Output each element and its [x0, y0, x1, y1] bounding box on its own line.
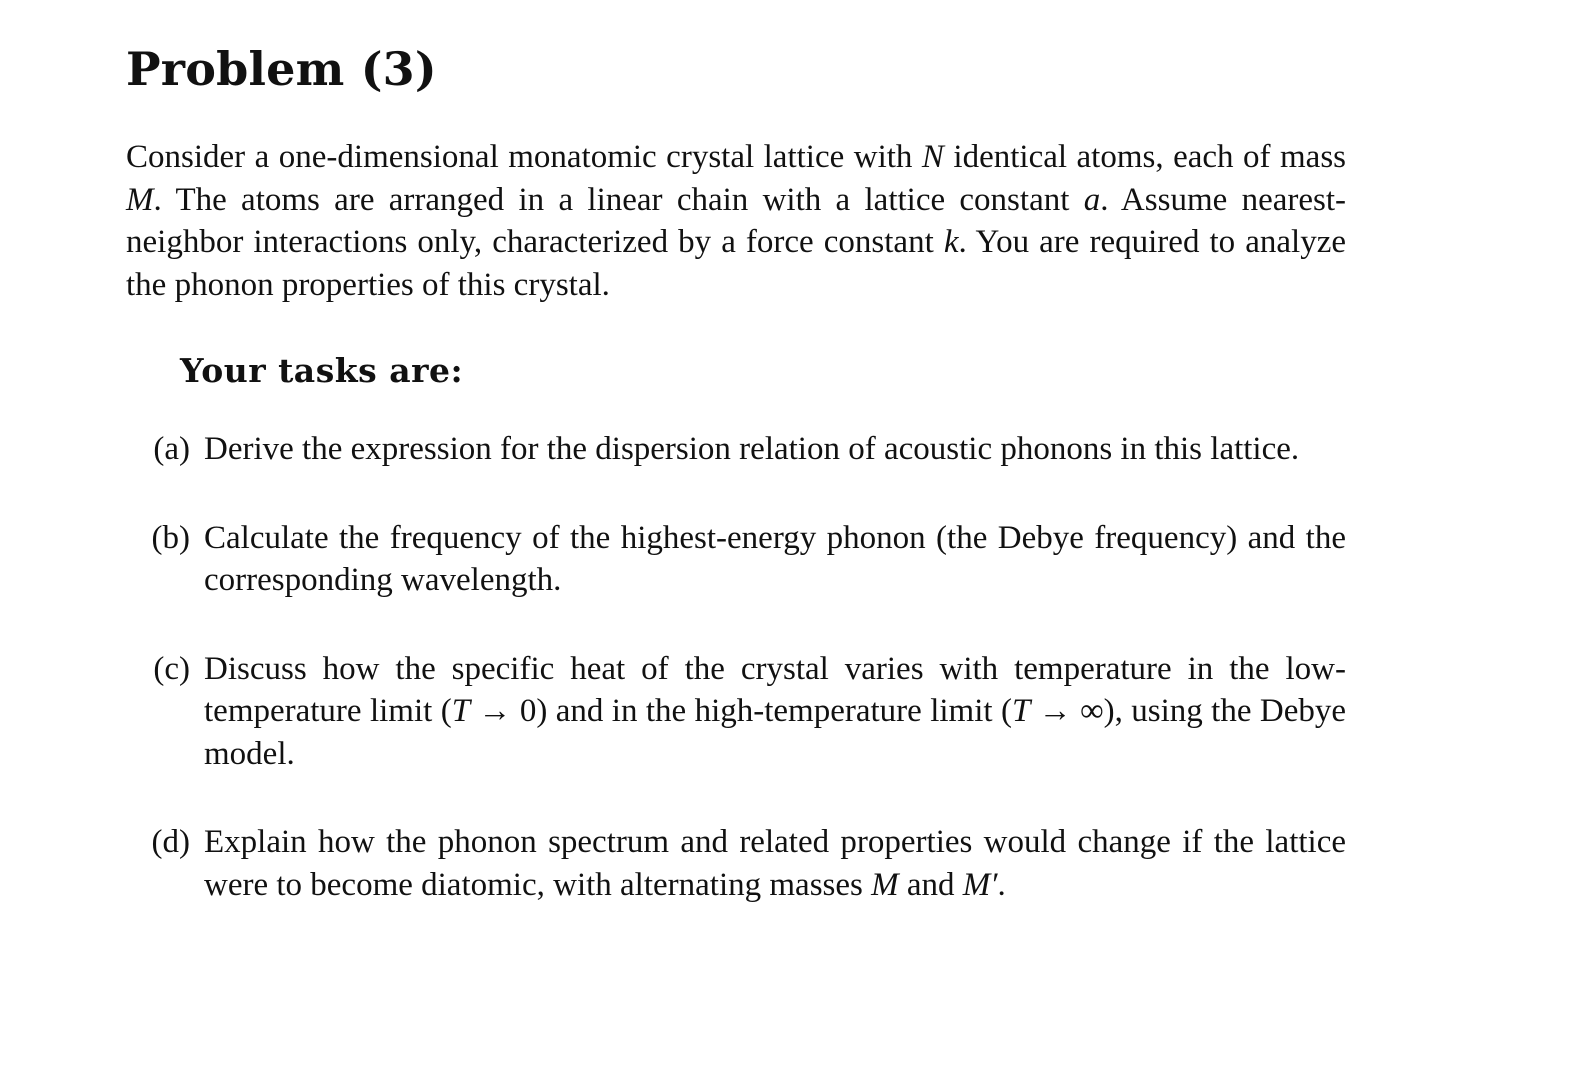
- math-M: M: [871, 866, 899, 903]
- task-text: Calculate the frequency of the highest-energy phonon (the Debye frequency) and the corresponding wavelength.: [204, 519, 1346, 598]
- task-a: [126, 428, 1346, 471]
- intro-text-4: . Assume nearest-neighbor interactions only, characterized by a force constant: [126, 181, 1346, 260]
- math-M-prime: M′: [962, 866, 998, 903]
- task-marker: (c): [153, 650, 190, 687]
- task-marker: (a): [153, 431, 190, 467]
- task-text: [204, 821, 1346, 906]
- task-c-text-1: Discuss how the specific heat of the crystal varies with temperature in the low-temperature limit (: [204, 650, 1346, 729]
- problem-statement: [126, 136, 1346, 306]
- tasks-heading: Your tasks are:: [180, 351, 464, 390]
- math-N: N: [921, 139, 944, 175]
- task-d: [126, 821, 1346, 906]
- task-b: [126, 517, 1346, 602]
- task-c-text-2: → 0) and in the high-temperature limit (: [470, 693, 1012, 729]
- problem-title: Problem (3): [126, 42, 437, 96]
- task-d-text-2: and: [898, 866, 963, 903]
- math-M: M: [126, 181, 154, 218]
- task-d-text-1: Explain how the phonon spectrum and related properties would change if the lattice were to become diatomic, with alternating masses: [204, 824, 1346, 903]
- task-marker: (b): [151, 519, 190, 556]
- math-T: T: [451, 693, 471, 729]
- intro-text-3: . The atoms are arranged in a linear chain with a lattice constant: [153, 181, 1084, 218]
- task-c-text-3: → ∞), using the Debye model.: [204, 693, 1347, 772]
- intro-text-2: identical atoms, each of mass: [943, 139, 1346, 175]
- task-text: Derive the expression for the dispersion relation of acoustic phonons in this lattice.: [204, 431, 1300, 467]
- math-k: k: [943, 224, 959, 260]
- problem-page: [126, 38, 1346, 952]
- math-a: a: [1083, 181, 1101, 218]
- task-text: [204, 648, 1346, 776]
- intro-text-5: . You are required to analyze the phonon properties of this crystal.: [126, 224, 1347, 303]
- intro-text-1: Consider a one-dimensional monatomic crystal lattice with: [126, 139, 922, 175]
- math-T: T: [1011, 693, 1031, 729]
- task-marker: (d): [151, 824, 190, 860]
- task-c: [126, 648, 1346, 776]
- task-list: [126, 428, 1346, 906]
- task-d-text-3: .: [997, 866, 1006, 903]
